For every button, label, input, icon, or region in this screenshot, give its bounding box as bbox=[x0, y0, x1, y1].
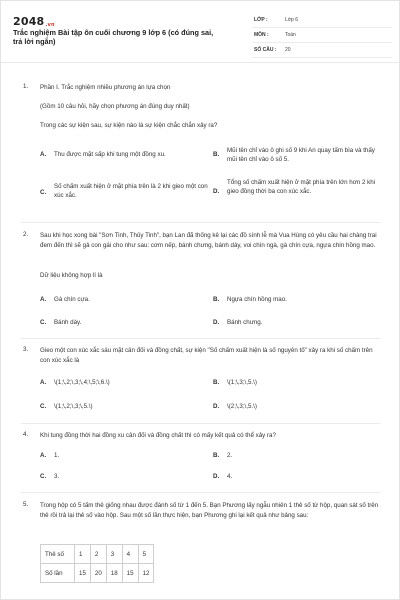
meta-row-class bbox=[252, 13, 392, 28]
divider bbox=[21, 492, 381, 493]
question-number: 5. bbox=[23, 501, 29, 508]
question-text: Trong hộp có 5 tấm thẻ giống nhau được đánh số từ 1 đến 5. Bạn Phương lấy ngẫu nhiên 1 thẻ số từ hộp, quan sát số trên thẻ rồi trả lại thẻ số vào hộp. Sau một số lần thực hiện, bạn Phương ghi lại kết quả như bảng sau: bbox=[40, 502, 379, 519]
option-text: 4. bbox=[227, 473, 233, 480]
option-text: Tổng số chấm xuất hiện ở mặt phía trên lớn hơn 2 khi gieo đồng thời ba con xúc xắc. bbox=[227, 179, 376, 195]
option-text: Bánh dày. bbox=[54, 319, 82, 326]
option-text: Số chấm xuất hiện ở mặt phía trên là 2 khi gieo một con xúc xắc. bbox=[54, 183, 208, 199]
option-label: A. bbox=[40, 151, 47, 158]
table-header-cell: Thẻ số bbox=[41, 545, 75, 564]
section-title: Phần I. Trắc nghiệm nhiều phương án lựa chọn bbox=[40, 84, 171, 91]
table-row bbox=[41, 564, 154, 583]
meta-key: LỚP : bbox=[254, 17, 268, 23]
option-text: Thu được mặt sấp khi tung một đồng xu. bbox=[54, 151, 166, 158]
option-label: C. bbox=[40, 319, 47, 326]
table-cell: 18 bbox=[106, 564, 122, 583]
option-text: \(2;\,3;\,5.\) bbox=[227, 403, 257, 410]
table-cell: 4 bbox=[122, 545, 138, 564]
option-text: \(1;\,3;\,5.\) bbox=[227, 379, 257, 386]
table-header-cell: Số lần bbox=[41, 564, 75, 583]
option-label: C. bbox=[40, 403, 47, 410]
question-text: Gieo một con xúc xắc sáu mặt cân đối và đồng chất, sự kiện "Số chấm xuất hiện là số nguyên tố" xảy ra khi số chấm trên con xúc xắc là bbox=[40, 347, 373, 364]
option-text: Gà chín cựa. bbox=[54, 296, 90, 303]
divider bbox=[21, 222, 381, 223]
table-cell: 12 bbox=[138, 564, 154, 583]
option-label: D. bbox=[213, 188, 220, 195]
meta-table bbox=[252, 13, 392, 58]
option-text: Ngựa chín hồng mao. bbox=[227, 296, 287, 303]
header bbox=[1, 1, 400, 63]
option-text: \(1;\,2;\,3;\,5.\) bbox=[54, 403, 93, 410]
meta-value: Lớp 6 bbox=[285, 17, 299, 23]
option-label: A. bbox=[40, 379, 47, 386]
meta-value: 20 bbox=[285, 47, 291, 53]
option-label: B. bbox=[213, 452, 220, 459]
option-text: Bánh chưng. bbox=[227, 319, 263, 326]
divider bbox=[21, 338, 381, 339]
page-title: Trắc nghiệm Bài tập ôn cuối chương 9 lớp 6 (có đúng sai, trả lời ngắn) bbox=[13, 28, 214, 46]
question-text: Trong các sự kiện sau, sự kiện nào là sự kiện chắc chắn xảy ra? bbox=[40, 122, 218, 129]
option-text: Mũi tên chỉ vào ô ghi số 9 khi An quay tấm bìa và thấy mũi tên chỉ vào ô số 5. bbox=[227, 147, 375, 163]
section-note: (Gồm 10 câu hỏi, hãy chọn phương án đúng duy nhất) bbox=[40, 103, 190, 110]
table-cell: 2 bbox=[90, 545, 106, 564]
option-text: \(1;\,2;\,3;\,4;\,5;\,6.\) bbox=[54, 379, 110, 386]
table-cell: 15 bbox=[75, 564, 91, 583]
meta-key: SỐ CÂU : bbox=[254, 47, 277, 53]
option-label: D. bbox=[213, 473, 220, 480]
option-text: 1. bbox=[54, 452, 60, 459]
option-label: D. bbox=[213, 403, 220, 410]
question-number: 1. bbox=[23, 83, 29, 90]
option-label: B. bbox=[213, 151, 220, 158]
divider bbox=[21, 423, 381, 424]
question-text: Khi tung đồng thời hai đồng xu cân đối và đồng chất thì có mấy kết quả có thể xảy ra? bbox=[40, 432, 276, 439]
question-number: 4. bbox=[23, 431, 29, 438]
logo-text: 2048 bbox=[13, 15, 45, 28]
table-row bbox=[41, 545, 154, 564]
option-label: C. bbox=[40, 189, 47, 196]
option-label: C. bbox=[40, 473, 47, 480]
option-label: B. bbox=[213, 296, 220, 303]
option-text: 3. bbox=[54, 473, 60, 480]
table-cell: 1 bbox=[75, 545, 91, 564]
option-label: A. bbox=[40, 452, 47, 459]
meta-row-subject bbox=[252, 28, 392, 43]
meta-key: MÔN : bbox=[254, 32, 269, 38]
site-logo[interactable] bbox=[13, 15, 55, 28]
table-cell: 5 bbox=[138, 545, 154, 564]
table-cell: 3 bbox=[106, 545, 122, 564]
meta-row-count bbox=[252, 43, 392, 58]
option-label: B. bbox=[213, 379, 220, 386]
table-cell: 20 bbox=[90, 564, 106, 583]
option-text: 2. bbox=[227, 452, 233, 459]
results-table bbox=[40, 544, 154, 583]
question-number: 2. bbox=[23, 231, 29, 238]
table-cell: 15 bbox=[122, 564, 138, 583]
meta-value: Toán bbox=[285, 32, 296, 38]
option-label: D. bbox=[213, 319, 220, 326]
question-subtext: Dữ liệu không hợp lí là bbox=[40, 272, 103, 279]
logo-suffix: .vn bbox=[45, 22, 55, 28]
question-text: Sau khi học xong bài "Sơn Tinh, Thủy Tinh", bạn Lan đã thống kê lại các đồ sính lễ mà Vua Hùng có yêu cầu hai chàng trai đem đến thì sẽ gả con gái cho như sau: cơm nếp, bánh chưng, bánh dày, voi chín ngà, gà chín cựa, ngựa chín hồng mao. bbox=[40, 232, 377, 249]
question-number: 3. bbox=[23, 346, 29, 353]
option-label: A. bbox=[40, 296, 47, 303]
